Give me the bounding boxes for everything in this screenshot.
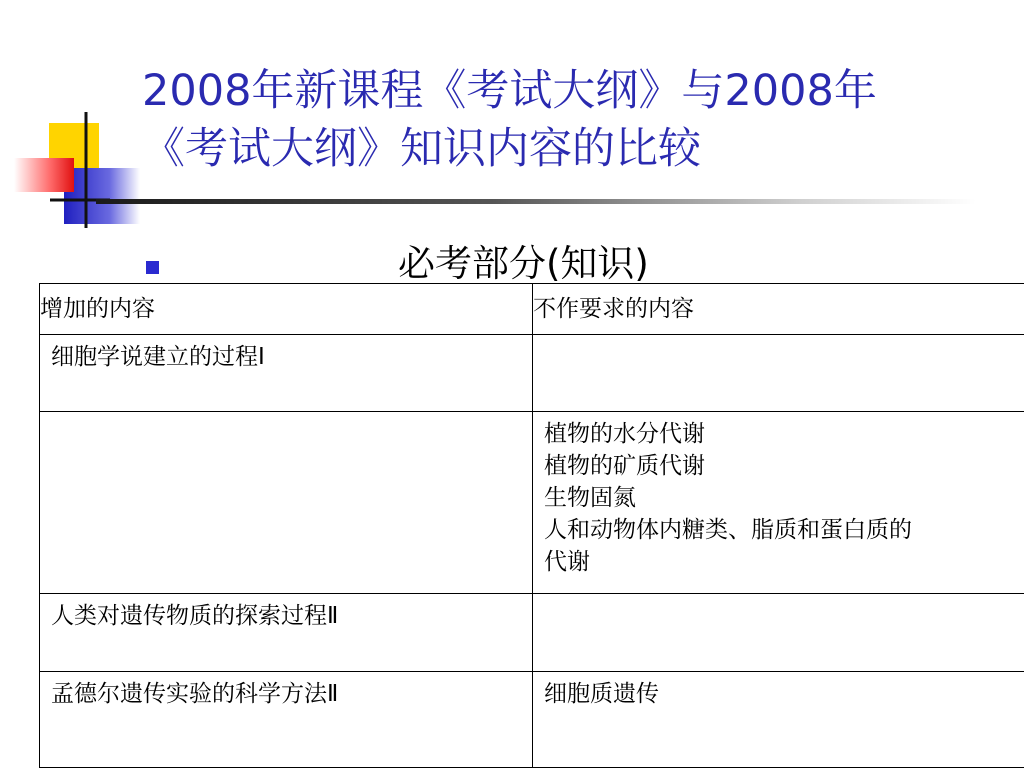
cell-not-required (533, 672, 1024, 768)
cell-not-required (533, 594, 1024, 672)
cell-text: 植物的矿质代谢 (544, 453, 705, 479)
cell-text: 人类对遗传物质的探索过程Ⅱ (51, 603, 339, 629)
slide-logo-decoration (0, 0, 150, 240)
table-header-row (40, 284, 1024, 335)
cell-added (40, 672, 533, 768)
bullet-icon (146, 261, 159, 274)
cell-not-required (533, 335, 1024, 412)
column-header-added: 增加的内容 (40, 284, 533, 335)
cell-text: 人和动物体内糖类、脂质和蛋白质的 (544, 517, 912, 543)
table-row (40, 335, 1024, 412)
cell-text: 细胞质遗传 (544, 681, 659, 707)
table-row (40, 594, 1024, 672)
subheading: 必考部分(知识) (398, 242, 649, 285)
comparison-table (39, 283, 1024, 768)
cell-added (40, 412, 533, 594)
slide-title-line-2: 《考试大纲》知识内容的比较 (142, 124, 701, 174)
cell-added (40, 335, 533, 412)
slide-title-line-1: 2008年新课程《考试大纲》与2008年 (142, 66, 877, 116)
table-row (40, 672, 1024, 768)
cell-text: 植物的水分代谢 (544, 421, 705, 447)
cell-added (40, 594, 533, 672)
cell-text: 代谢 (544, 549, 590, 575)
table-row (40, 412, 1024, 594)
cell-text: 孟德尔遗传实验的科学方法Ⅱ (51, 681, 339, 707)
title-divider (96, 199, 976, 204)
cell-not-required (533, 412, 1024, 594)
column-header-not-required: 不作要求的内容 (533, 284, 1024, 335)
slide-title (142, 62, 1002, 178)
cell-text: 细胞学说建立的过程Ⅰ (51, 344, 265, 370)
cell-text: 生物固氮 (544, 485, 636, 511)
